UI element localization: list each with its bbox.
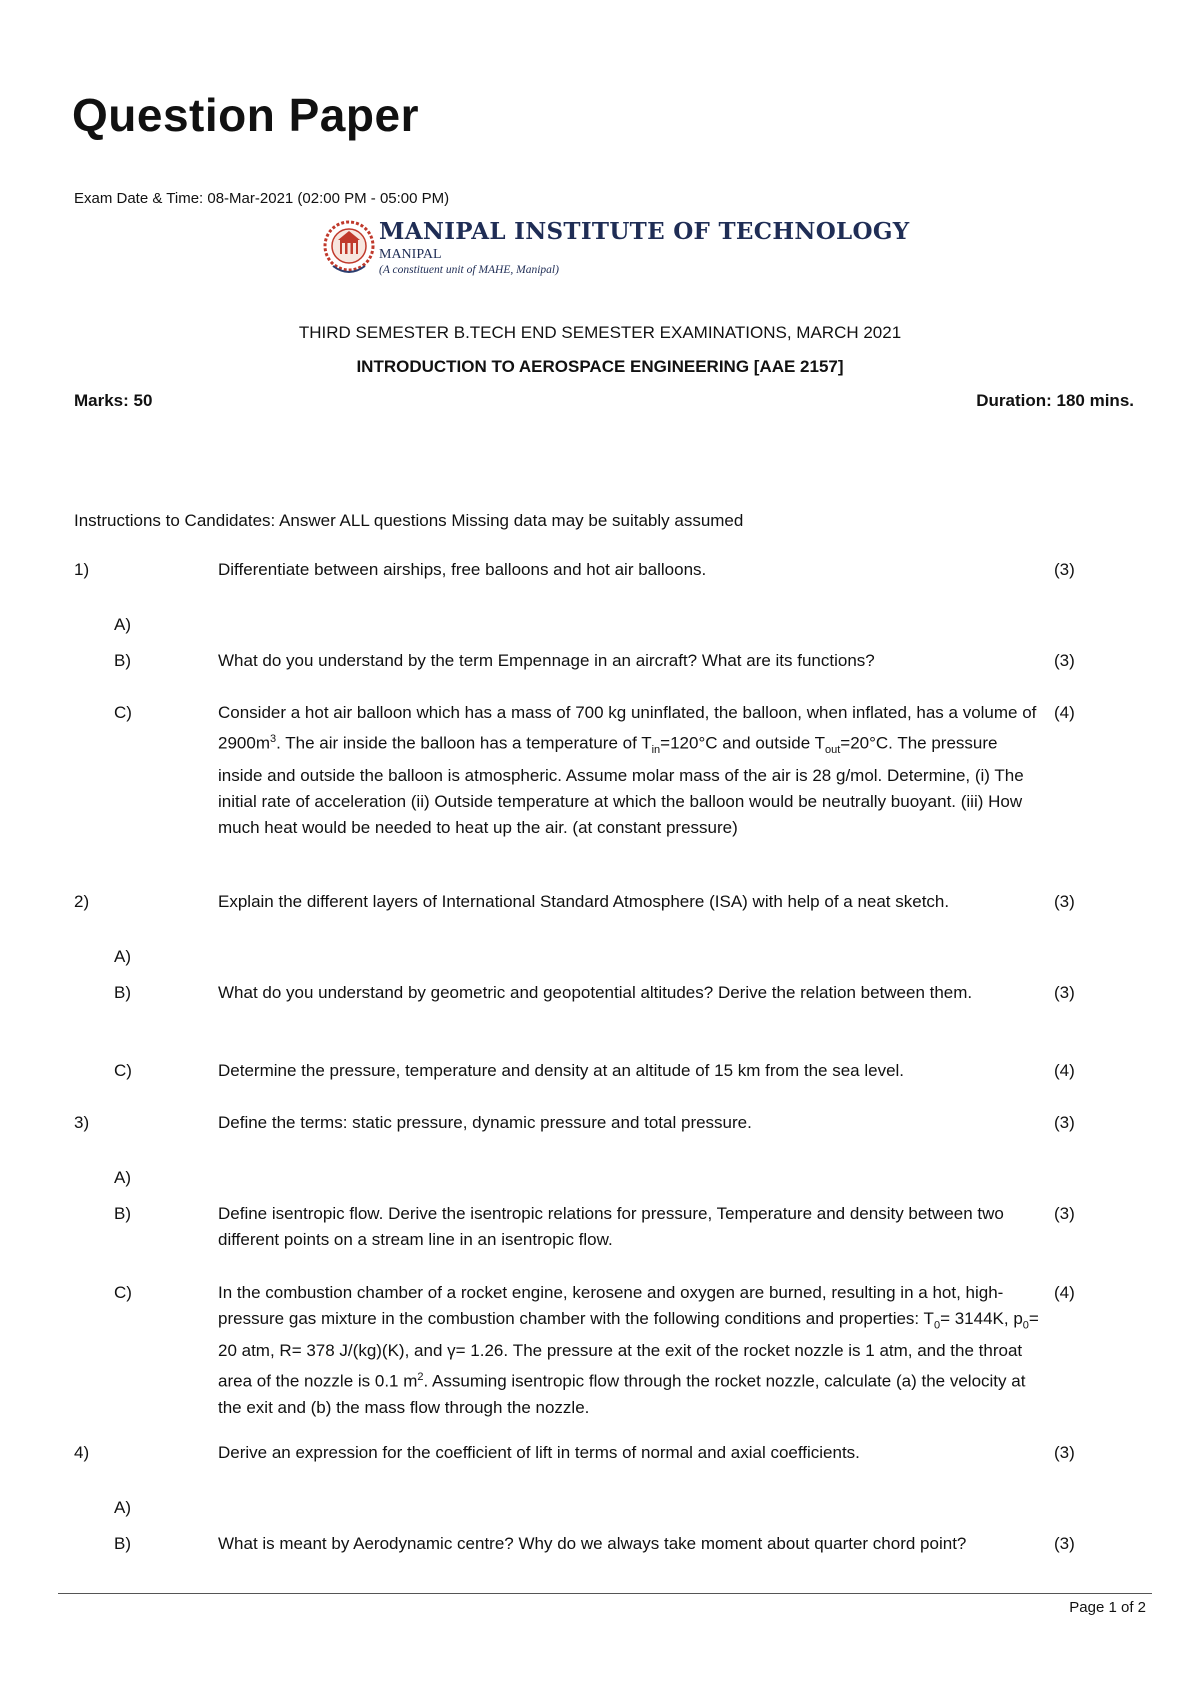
text-part: In the combustion chamber of a rocket engine, kerosene and oxygen are burned, resulting in a hot, high-pressure gas mixture in the combustion chamber with the following conditions and properties: T [218,1283,1004,1328]
question-text: Define the terms: static pressure, dynamic pressure and total pressure. [218,1113,752,1132]
superscript: 3 [269,733,277,745]
question-text: Differentiate between airships, free balloons and hot air balloons. [218,560,707,579]
question-marks: (3) [1054,892,1075,911]
question-text: What do you understand by the term Empennage in an aircraft? What are its functions? [218,651,875,670]
page-title: Question Paper [72,89,419,141]
question-marks: (3) [1054,1204,1075,1223]
question-marks: (4) [1054,1283,1075,1302]
subscript: 0 [933,1319,941,1332]
institute-location: MANIPAL [379,247,442,262]
text-part: . The air inside the balloon has a temperature of T [276,733,652,753]
semester-line: THIRD SEMESTER B.TECH END SEMESTER EXAMINATIONS, MARCH 2021 [298,323,902,342]
question-text: Explain the different layers of International Standard Atmosphere (ISA) with help of a neat sketch. [218,892,950,911]
institute-logo [323,216,910,282]
superscript: 2 [417,1371,424,1384]
text-part: = 20 atm, R= 378 J/(kg)(K), and γ= 1.26. The pressure at the exit of the rocket nozzle is 1 atm, and the throat area of the nozzle is 0.1 m [218,1309,1039,1392]
question-text: Determine the pressure, temperature and density at an altitude of 15 km from the sea level. [218,1061,905,1080]
total-marks: Marks: 50 [74,391,153,410]
question-number: 2) [74,892,90,911]
question-marks: (3) [1054,651,1075,670]
exam-date-time: Exam Date & Time: 08-Mar-2021 (02:00 PM - 05:00 PM) [74,190,450,207]
subscript: 0 [1022,1319,1029,1332]
institute-tagline: (A constituent unit of MAHE, Manipal) [379,264,559,276]
subquestion-label: B) [114,983,131,1002]
text-part: . Assuming isentropic flow through the rocket nozzle, calculate (a) the velocity at the exit and (b) the mass flow through the nozzle. [218,1372,1026,1418]
subquestion-label: B) [114,1534,131,1553]
question-text [218,1280,1044,1421]
text-part: =120°C and outside T [660,733,825,753]
subquestion-label: A) [114,947,131,966]
institute-name: MANIPAL INSTITUTE OF TECHNOLOGY [379,218,910,245]
course-title: INTRODUCTION TO AEROSPACE ENGINEERING [AAE 2157] [356,357,844,376]
question-text: Derive an expression for the coefficient of lift in terms of normal and axial coefficients. [218,1443,860,1462]
subquestion-label: A) [114,1168,131,1187]
subquestion-label: C) [114,1283,132,1302]
subquestion-label: B) [114,651,131,670]
question-text: What is meant by Aerodynamic centre? Why do we always take moment about quarter chord point? [218,1534,967,1553]
question-text [218,700,1044,841]
question-number: 4) [74,1443,90,1462]
subquestion-label: B) [114,1204,131,1223]
question-marks: (4) [1054,703,1075,722]
question-marks: (4) [1054,1061,1075,1080]
subquestion-label: A) [114,1498,131,1517]
subquestion-label: C) [114,703,132,722]
institute-emblem-icon [323,216,375,282]
page-number: Page 1 of 2 [1069,1599,1146,1616]
question-text: Define isentropic flow. Derive the isentropic relations for pressure, Temperature and density between two different points on a stream line in an isentropic flow. [218,1204,1004,1249]
footer-divider [58,1593,1152,1594]
question-number: 3) [74,1113,90,1132]
question-text: What do you understand by geometric and geopotential altitudes? Derive the relation between them. [218,983,973,1002]
text-part: Consider a hot air balloon which has a mass of 700 kg uninflated, the balloon, when inflated, has a volume of 2900m [218,703,1037,753]
question-number: 1) [74,560,90,579]
question-marks: (3) [1054,1443,1075,1462]
subscript: in [651,744,661,757]
text-part: =20°C. The pressure inside and outside the balloon is atmospheric. Assume molar mass of the air is 28 g/mol. Determine, (i) The initial rate of acceleration (ii) Outside temperature at which the balloon would be neutrally buoyant. (iii) How much heat would be needed to heat up the air. (at constant pressure) [218,733,1024,838]
subquestion-label: A) [114,615,131,634]
text-part: = 3144K, p [940,1309,1023,1328]
question-marks: (3) [1054,1534,1075,1553]
subscript: out [824,744,841,757]
question-marks: (3) [1054,560,1075,579]
subquestion-label: C) [114,1061,132,1080]
question-marks: (3) [1054,1113,1075,1132]
exam-duration: Duration: 180 mins. [976,391,1134,410]
instructions: Instructions to Candidates: Answer ALL questions Missing data may be suitably assumed [74,511,744,530]
question-marks: (3) [1054,983,1075,1002]
